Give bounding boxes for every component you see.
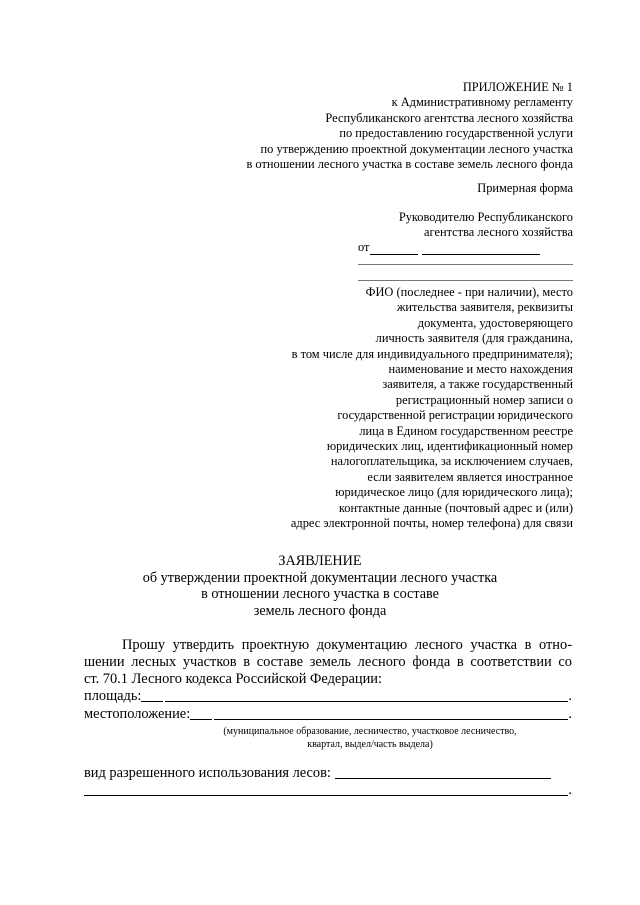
hint-line: квартал, выдел/часть выдела) xyxy=(307,739,433,750)
title-line: земель лесного фонда xyxy=(253,602,387,619)
location-hint xyxy=(200,725,540,751)
area-blank-short[interactable] xyxy=(141,688,163,702)
applicant-desc-line: личность заявителя (для гражданина, xyxy=(375,331,573,346)
applicant-desc-line: наименование и место нахождения xyxy=(388,362,573,377)
appendix-line: в отношении лесного участка в составе земель лесного фонда xyxy=(246,157,573,172)
from-blank-long[interactable] xyxy=(422,242,540,255)
usage-field-continuation xyxy=(84,782,572,799)
appendix-header xyxy=(246,80,573,172)
location-label: местоположение: xyxy=(84,706,191,723)
addressee-block xyxy=(399,210,573,241)
from-label: от xyxy=(358,240,370,254)
applicant-desc-line: заявителя, а также государственный xyxy=(382,377,573,392)
applicant-description xyxy=(291,285,573,532)
form-kind-label xyxy=(477,181,573,196)
document-title xyxy=(0,553,640,619)
appendix-line: Республиканского агентства лесного хозяйства xyxy=(325,110,573,125)
applicant-desc-line: ФИО (последнее - при наличии), место xyxy=(365,285,573,299)
paragraph-line: Прошу утвердить проектную документацию лесного участка в отно- xyxy=(122,637,572,653)
from-line xyxy=(358,240,573,255)
applicant-desc-line: лица в Едином государственном реестре xyxy=(359,423,573,438)
addressee-line: агентства лесного хозяйства xyxy=(424,225,573,240)
paragraph-line: ст. 70.1 Лесного кодекса Российской Федерации: xyxy=(84,670,383,687)
applicant-desc-line: адрес электронной почты, номер телефона) для связи xyxy=(290,516,573,531)
usage-field xyxy=(84,765,572,782)
applicant-desc-line: государственной регистрации юридического xyxy=(337,408,573,423)
from-blank-short[interactable] xyxy=(370,242,418,255)
appendix-line: ПРИЛОЖЕНИЕ № 1 xyxy=(462,80,573,94)
paragraph-line: шении лесных участков в составе земель лесного фонда в соответствии со xyxy=(84,653,572,670)
location-blank-short[interactable] xyxy=(190,706,212,720)
applicant-desc-line: налогоплательщика, за исключением случаев, xyxy=(330,454,573,469)
applicant-desc-line: контактные данные (почтовый адрес и (или) xyxy=(338,500,573,515)
location-blank[interactable] xyxy=(214,706,568,720)
area-period: . xyxy=(568,688,572,705)
applicant-desc-line: если заявителем является иностранное xyxy=(367,469,573,484)
applicant-desc-line: документа, удостоверяющего xyxy=(417,315,573,330)
title-line: об утверждении проектной документации лесного участка xyxy=(142,569,498,586)
title-line: ЗАЯВЛЕНИЕ xyxy=(278,553,362,569)
appendix-line: по предоставлению государственной услуги xyxy=(339,126,573,141)
applicant-desc-line: юридических лиц, идентификационный номер xyxy=(326,439,573,454)
location-period: . xyxy=(568,706,572,723)
applicant-blank-line[interactable] xyxy=(358,264,573,265)
area-blank[interactable] xyxy=(165,688,568,702)
applicant-desc-line: жительства заявителя, реквизиты xyxy=(396,300,573,315)
location-field xyxy=(84,706,572,723)
title-line: в отношении лесного участка в составе xyxy=(201,586,439,603)
usage-label: вид разрешенного использования лесов: xyxy=(84,765,331,782)
usage-blank-line2[interactable] xyxy=(84,782,568,796)
area-label: площадь: xyxy=(84,688,142,705)
applicant-desc-line: регистрационный номер записи о xyxy=(395,392,573,407)
usage-blank[interactable] xyxy=(335,765,551,779)
hint-line: (муниципальное образование, лесничество, участковое лесничество, xyxy=(223,726,517,737)
addressee-line: Руководителю Республиканского xyxy=(398,210,573,224)
applicant-desc-line: в том числе для индивидуального предпринимателя); xyxy=(291,346,573,361)
usage-period: . xyxy=(568,782,572,799)
applicant-blank-line[interactable] xyxy=(358,280,573,281)
area-field xyxy=(84,688,572,705)
applicant-desc-line: юридическое лицо (для юридического лица); xyxy=(335,485,573,500)
appendix-line: по утверждению проектной документации лесного участка xyxy=(260,141,573,156)
appendix-line: к Административному регламенту xyxy=(391,95,573,110)
request-paragraph xyxy=(84,637,572,687)
form-kind-text: Примерная форма xyxy=(477,181,573,195)
